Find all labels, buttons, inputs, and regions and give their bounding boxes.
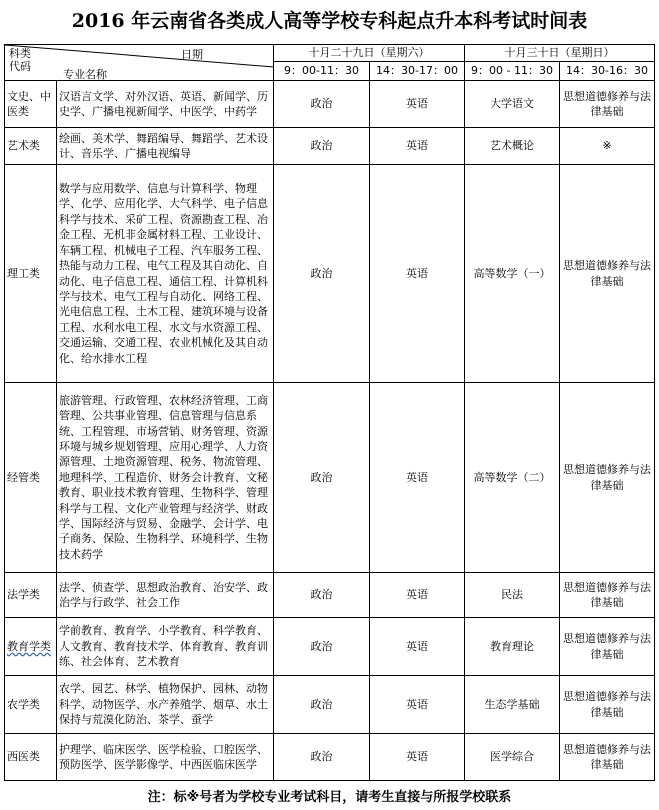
category-cell: 理工类: [5, 165, 57, 383]
subject-cell: 艺术概论: [465, 128, 560, 165]
subject-cell: 英语: [370, 81, 465, 128]
subject-cell: 教育理论: [465, 618, 560, 676]
category-cell: 西医类: [5, 734, 57, 781]
diagonal-header-cell: [5, 45, 274, 81]
majors-cell: 农学、园艺、林学、植物保护、园林、动物科学、动物医学、水产养殖学、烟草、水土保持与荒漠化防治、茶学、蚕学: [57, 676, 274, 734]
day1-header: 十月二十九日（星期六）: [274, 45, 465, 62]
table-row: [5, 676, 655, 734]
category-code-label: 科类 代码: [9, 47, 31, 73]
slot1-header: 9：00-11：30: [274, 62, 370, 81]
header-row-days: [5, 45, 655, 62]
subject-cell: ※: [560, 128, 655, 165]
subject-cell: 高等数学（一）: [465, 165, 560, 383]
table-row: [5, 734, 655, 781]
category-label: 教育学类: [7, 639, 51, 653]
slot3-header: 9：00 - 11：30: [465, 62, 560, 81]
subject-cell: 政治: [274, 573, 370, 618]
majors-cell: 数学与应用数学、信息与计算科学、物理学、化学、应用化学、大气科学、电子信息科学与技术、采矿工程、资源勘查工程、冶金工程、无机非金属材料工程、工业设计、车辆工程、机械电子工程、汽车服务工程、热能与动力工程、电气工程及其自动化、自动化、电子信息工程、通信工程、计算机科学与技术、电气工程与自动化、网络工程、光电信息工程、土木工程、建筑环境与设备工程、水利水电工程、水文与水资源工程、交通运输、交通工程、农业机械化及其自动化、给水排水工程: [57, 165, 274, 383]
table-row: [5, 573, 655, 618]
subject-cell: 思想道德修养与法律基础: [560, 618, 655, 676]
category-cell: 法学类: [5, 573, 57, 618]
majors-cell: 汉语言文学、对外汉语、英语、新闻学、历史学、广播电视新闻学、中医学、中药学: [57, 81, 274, 128]
day2-header: 十月三十日（星期日）: [465, 45, 655, 62]
subject-cell: 英语: [370, 128, 465, 165]
majors-cell: 学前教育、教育学、小学教育、科学教育、人文教育、教育技术学、体育教育、教育训练、社会体育、艺术教育: [57, 618, 274, 676]
page-title: 2016 年云南省各类成人高等学校专科起点升本科考试时间表: [71, 10, 588, 32]
subject-cell: 民法: [465, 573, 560, 618]
table-row: [5, 618, 655, 676]
slot2-header: 14：30-17：00: [370, 62, 465, 81]
subject-cell: 高等数学（二）: [465, 383, 560, 573]
subject-cell: 英语: [370, 618, 465, 676]
majors-cell: 旅游管理、行政管理、农林经济管理、工商管理、公共事业管理、信息管理与信息系统、工程管理、市场营销、财务管理、资源环境与城乡规划管理、应用心理学、人力资源管理、土地资源管理、税务、物流管理、地理科学、工程造价、财务会计教育、文秘教育、职业技术教育管理、生物科学、管理科学与工程、文化产业管理与经济学、财政学、国际经济与贸易、金融学、会计学、电子商务、保险、生物科学、环境科学、生物技术药学: [57, 383, 274, 573]
table-row: [5, 383, 655, 573]
subject-cell: 政治: [274, 676, 370, 734]
table-row: [5, 165, 655, 383]
category-cell: 农学类: [5, 676, 57, 734]
subject-cell: 思想道德修养与法律基础: [560, 734, 655, 781]
subject-cell: 政治: [274, 128, 370, 165]
category-cell: 艺术类: [5, 128, 57, 165]
subject-cell: 生态学基础: [465, 676, 560, 734]
subject-cell: 思想道德修养与法律基础: [560, 676, 655, 734]
exam-schedule-table: [4, 44, 655, 781]
diagonal-line: [5, 45, 274, 81]
majors-cell: 法学、侦查学、思想政治教育、治安学、政治学与行政学、社会工作: [57, 573, 274, 618]
subject-cell: 政治: [274, 165, 370, 383]
subject-cell: 大学语文: [465, 81, 560, 128]
majors-cell: 护理学、临床医学、医学检验、口腔医学、预防医学、医学影像学、中西医临床医学: [57, 734, 274, 781]
subject-cell: 政治: [274, 383, 370, 573]
subject-cell: 思想道德修养与法律基础: [560, 165, 655, 383]
subject-cell: 英语: [370, 165, 465, 383]
subject-cell: 政治: [274, 618, 370, 676]
subject-cell: 英语: [370, 573, 465, 618]
table-row: [5, 128, 655, 165]
subject-cell: 思想道德修养与法律基础: [560, 81, 655, 128]
slot4-header: 14：30-16：30: [560, 62, 655, 81]
category-cell: [5, 618, 57, 676]
subject-cell: 医学综合: [465, 734, 560, 781]
table-row: [5, 81, 655, 128]
subject-cell: 政治: [274, 81, 370, 128]
subject-cell: 英语: [370, 734, 465, 781]
subject-cell: 思想道德修养与法律基础: [560, 573, 655, 618]
subject-cell: 政治: [274, 734, 370, 781]
subject-cell: 英语: [370, 676, 465, 734]
subject-cell: 英语: [370, 383, 465, 573]
subject-cell: 思想道德修养与法律基础: [560, 383, 655, 573]
footnote: 注：标※号者为学校专业考试科目，请考生直接与所报学校联系: [147, 790, 512, 805]
majors-cell: 绘画、美术学、舞蹈编导、舞蹈学、艺术设计、音乐学、广播电视编导: [57, 128, 274, 165]
major-label: 专业名称: [63, 68, 107, 81]
date-label: 日期: [181, 48, 203, 61]
category-cell: 经管类: [5, 383, 57, 573]
category-cell: 文史、中医类: [5, 81, 57, 128]
